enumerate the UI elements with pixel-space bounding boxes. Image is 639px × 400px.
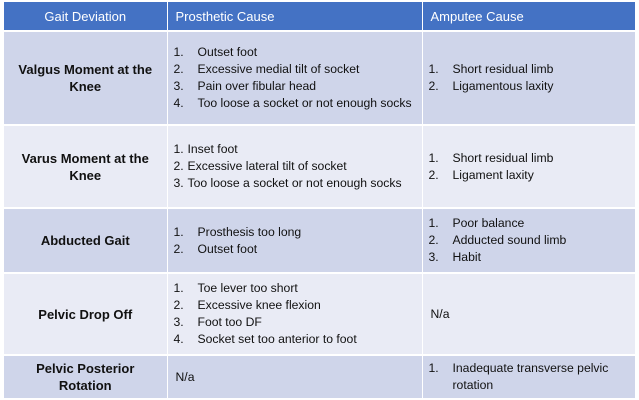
list-item: 2. Adducted sound limb [428,233,567,247]
deviation-cell: Valgus Moment at the Knee [4,31,167,125]
deviation-cell: Pelvic Drop Off [4,273,167,355]
prosthetic-cause-cell [167,125,422,208]
prosthetic-cause-cell [167,31,422,125]
list-item: 2. Excessive lateral tilt of socket [173,159,347,173]
header-prosthetic-cause: Prosthetic Cause [167,2,422,31]
deviation-cell: Pelvic Posterior Rotation [4,355,167,399]
list-item: 1. Outset foot [173,45,258,59]
list-item: 3. Foot too DF [173,315,262,329]
list-item: 3. Pain over fibular head [173,79,317,93]
not-applicable-text: N/a [175,369,195,384]
list-item: 1. Short residual limb [428,150,554,165]
deviation-cell: Abducted Gait [4,208,167,273]
prosthetic-cause-cell [167,355,422,399]
header-amputee-cause: Amputee Cause [422,2,635,31]
deviation-cell: Varus Moment at the Knee [4,125,167,208]
prosthetic-cause-cell [167,273,422,355]
table-row [4,355,635,399]
list-item: 2. Excessive knee flexion [173,298,321,312]
header-gait-deviation: Gait Deviation [4,2,167,31]
list-item: 2. Ligament laxity [428,167,534,182]
amputee-cause-cell [422,273,635,355]
list-item: 2. Excessive medial tilt of socket [173,62,360,76]
amputee-cause-cell [422,208,635,273]
list-item: 1. Poor balance [428,216,525,230]
list-item: 2. Ligamentous laxity [428,79,554,93]
table-row [4,31,635,125]
amputee-cause-cell [422,31,635,125]
prosthetic-cause-cell [167,208,422,273]
list-item: 4. Socket set too anterior to foot [173,332,357,346]
amputee-cause-cell [422,355,635,399]
table-row [4,125,635,208]
list-item: 1. Short residual limb [428,62,554,76]
list-item: 1. Prosthesis too long [173,224,302,239]
list-item: 4. Too loose a socket or not enough socks [173,96,412,110]
list-item: 1. Inadequate transverse pelvic rotation [428,361,609,392]
list-item: 2. Outset foot [173,241,258,256]
list-item: 1. Inset foot [173,142,238,156]
list-item: 3. Habit [428,250,481,264]
list-item: 1. Toe lever too short [173,281,298,295]
table-row [4,208,635,273]
header-row [4,2,635,31]
amputee-cause-cell [422,125,635,208]
table-row [4,273,635,355]
list-item: 3. Too loose a socket or not enough socks [173,176,402,190]
not-applicable-text: N/a [430,306,450,321]
gait-deviation-table [4,2,636,400]
